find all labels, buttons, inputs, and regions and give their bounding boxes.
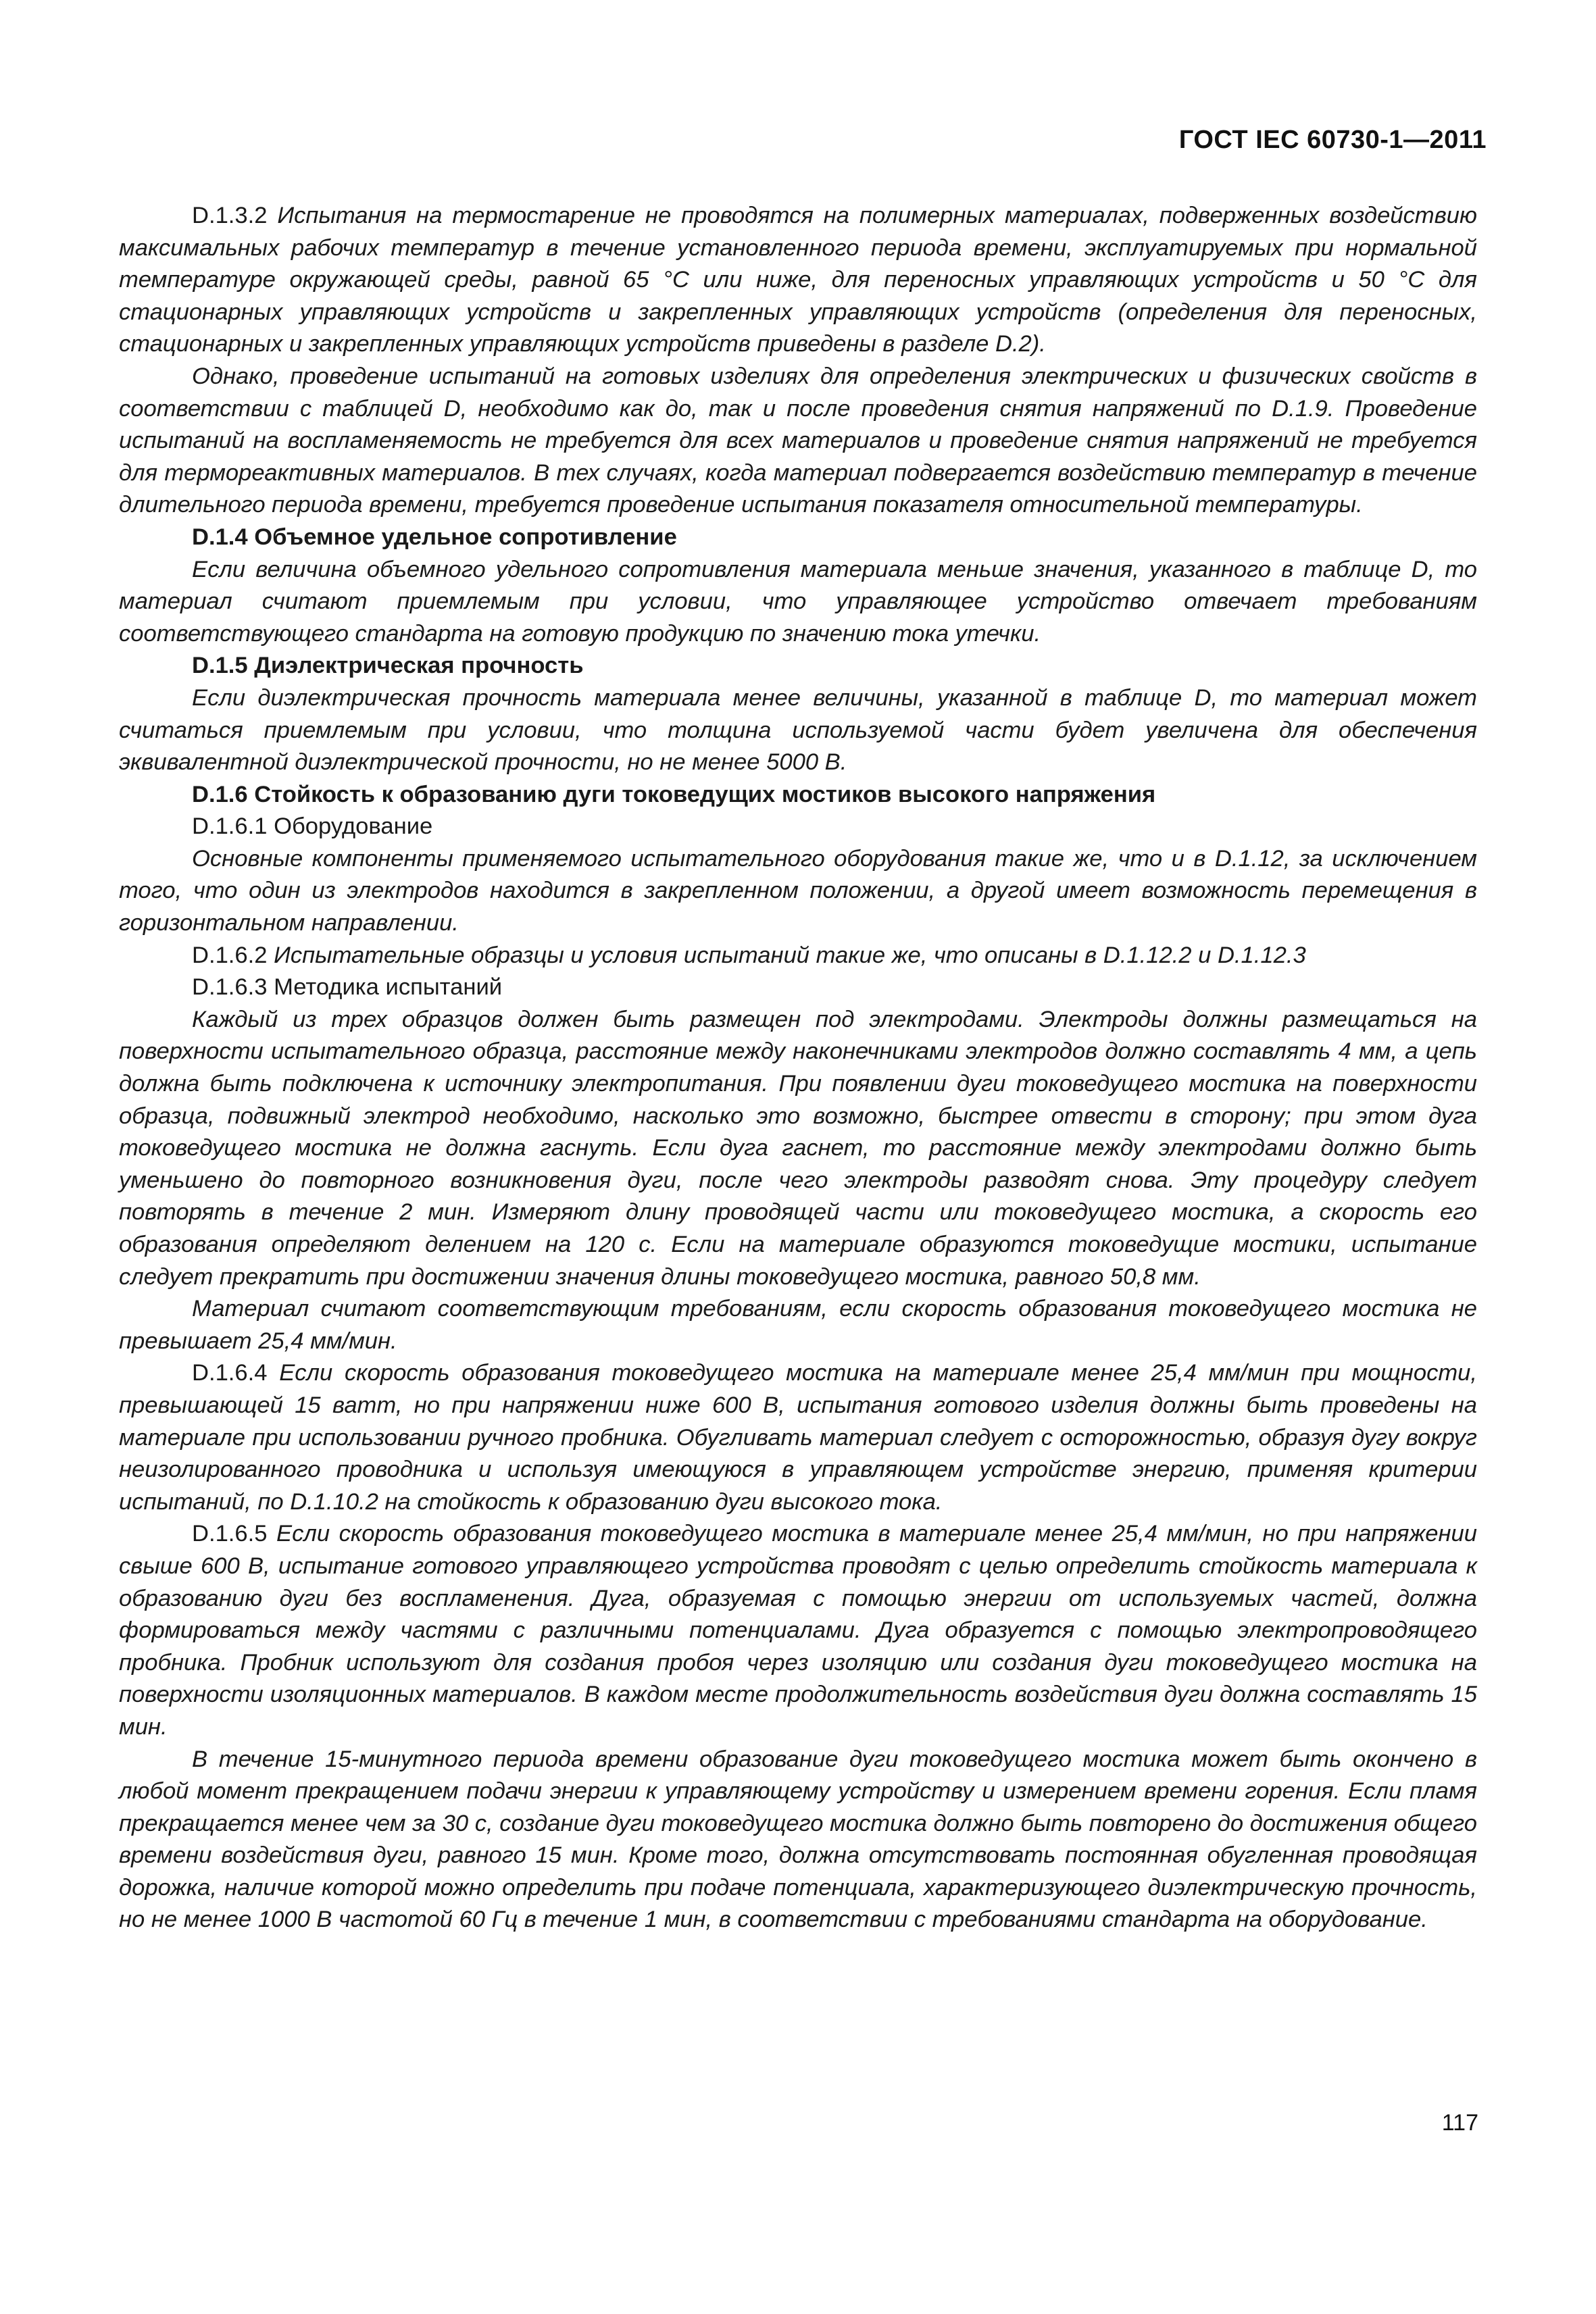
paragraph-text: Испытания на термостарение не проводятся на полимерных материалах, подверженных воздействию максимальных рабочих температур в течение установленного периода времени, эксплуатируемых при нормальной температуре окружающей среды, равной 65 °C или ниже, для переносных управляющих устройств и 50 °C для стационарных управляющих устройств и закрепленных управляющих устройств (определения для переносных, стационарных и закрепленных управляющих устройств приведены в разделе D.2).	[119, 203, 1477, 357]
paragraph	[119, 1744, 1477, 1937]
paragraph	[119, 554, 1477, 651]
paragraph-text: Если величина объемного удельного сопротивления материала меньше значения, указанного в таблице D, то материал считают приемлемым при условии, что управляющее устройство отвечает требованиям соответствующего стандарта на готовую продукцию по значению тока утечки.	[119, 556, 1477, 647]
paragraph-text: Основные компоненты применяемого испытательного оборудования такие же, что и в D.1.12, за исключением того, что один из электродов находится в закрепленном положении, а другой имеет возможность перемещения в горизонтальном направлении.	[119, 845, 1477, 936]
paragraph	[119, 1004, 1477, 1293]
section-heading-d1-5: D.1.5 Диэлектрическая прочность	[192, 653, 584, 679]
paragraph-text: Каждый из трех образцов должен быть размещен под электродами. Электроды должны размещаться на поверхности испытательного образца, расстояние между наконечниками электродов должно составлять 4 мм, а цепь должна быть подключена к источнику электропитания. При появлении дуги токоведущего мостика на поверхности образца, подвижный электрод необходимо, насколько это возможно, быстрее отвести в сторону; при этом дуга токоведущего мостика не должна гаснуть. Если дуга гаснет, то расстояние между электродами должно быть уменьшено до повторного возникновения дуги, после чего электроды разводят снова. Эту процедуру следует повторять в течение 2 мин. Измеряют длину проводящей части или токоведущего мостика, а скорость его образования определяют делением на 120 с. Если на материале образуются токоведущие мостики, испытание следует прекратить при достижении значения длины токоведущего мостика, равного 50,8 мм.	[119, 1006, 1477, 1290]
paragraph-d1-6-2	[119, 940, 1477, 972]
section-heading-d1-4: D.1.4 Объемное удельное сопротивление	[192, 524, 677, 550]
clause-number: D.1.3.2	[192, 203, 268, 228]
document-body	[119, 200, 1477, 1936]
clause-number: D.1.6.2	[192, 942, 268, 968]
paragraph-text: Испытательные образцы и условия испытаний такие же, что описаны в D.1.12.2 и D.1.12.3	[274, 942, 1306, 968]
page-number: 117	[1441, 2110, 1478, 2136]
paragraph	[119, 361, 1477, 522]
paragraph-text: Если скорость образования токоведущего мостика на материале менее 25,4 мм/мин при мощности, превышающей 15 ватт, но при напряжении ниже 600 В, испытания готового изделия должны быть проведены на материале при использовании ручного пробника. Обугливать материал следует с осторожностью, образуя дугу вокруг неизолированного проводника и используя имеющуюся в управляющем устройстве энергию, применяя критерии испытаний, по D.1.10.2 на стойкость к образованию дуги высокого тока.	[119, 1360, 1478, 1515]
clause-number: D.1.6.4	[192, 1360, 268, 1386]
paragraph	[119, 682, 1477, 779]
paragraph-text: В течение 15-минутного периода времени образование дуги токоведущего мостика может быть окончено в любой момент прекращением подачи энергии к управляющему устройству и измерением времени горения. Если пламя прекращается менее чем за 30 с, создание дуги токоведущего мостика должно быть повторено до достижения общего времени воздействия дуги, равного 15 мин. Кроме того, должна отсутствовать постоянная обугленная проводящая дорожка, наличие которой можно определить при подаче потенциала, характеризующего диэлектрическую прочность, но не менее 1000 В частотой 60 Гц в течение 1 мин, в соответствии с требованиями стандарта на оборудование.	[119, 1746, 1477, 1933]
paragraph	[119, 843, 1477, 940]
paragraph-text: Однако, проведение испытаний на готовых изделиях для определения электрических и физических свойств в соответствии с таблицей D, необходимо как до, так и после проведения снятия напряжений по D.1.9. Проведение испытаний на воспламеняемость не требуется для всех материалов и проведение снятия напряжений не требуется для термореактивных материалов. В тех случаях, когда материал подвергается воздействию температур в течение длительного периода времени, требуется проведение испытания показателя относительной температуры.	[119, 363, 1477, 518]
paragraph-text: Материал считают соответствующим требованиям, если скорость образования токоведущего мостика не превышает 25,4 мм/мин.	[119, 1296, 1477, 1354]
paragraph	[119, 1293, 1477, 1357]
paragraph-text: Если диэлектрическая прочность материала менее величины, указанной в таблице D, то материал может считаться приемлемым при условии, что толщина используемой части будет увеличена для обеспечения эквивалентной диэлектрической прочности, но не менее 5000 В.	[119, 684, 1477, 776]
paragraph-text: Если скорость образования токоведущего мостика в материале менее 25,4 мм/мин, но при напряжении свыше 600 В, испытание готового управляющего устройства проводят с целью определить стойкость материала к образованию дуги без воспламенения. Дуга, образуемая с помощью энергии от используемых частей, должна формироваться между частями с различными потенциалами. Дуга образуется с помощью электропроводящего пробника. Пробник используют для создания пробоя через изоляцию или создания дуги токоведущего мостика на поверхности изоляционных материалов. В каждом месте продолжительность воздействия дуги должна составлять 15 мин.	[119, 1521, 1478, 1740]
paragraph-d1-3-2	[119, 200, 1477, 361]
clause-number: D.1.6.5	[192, 1521, 268, 1547]
paragraph-d1-6-4	[119, 1357, 1477, 1518]
subsection-heading-d1-6-1: D.1.6.1 Оборудование	[192, 813, 433, 840]
paragraph-d1-6-5	[119, 1518, 1477, 1743]
section-heading-d1-6: D.1.6 Стойкость к образованию дуги токоведущих мостиков высокого напряжения	[192, 781, 1156, 807]
subsection-heading-d1-6-3: D.1.6.3 Методика испытаний	[192, 974, 503, 1001]
document-code-header: ГОСТ IEC 60730-1—2011	[1178, 126, 1487, 154]
